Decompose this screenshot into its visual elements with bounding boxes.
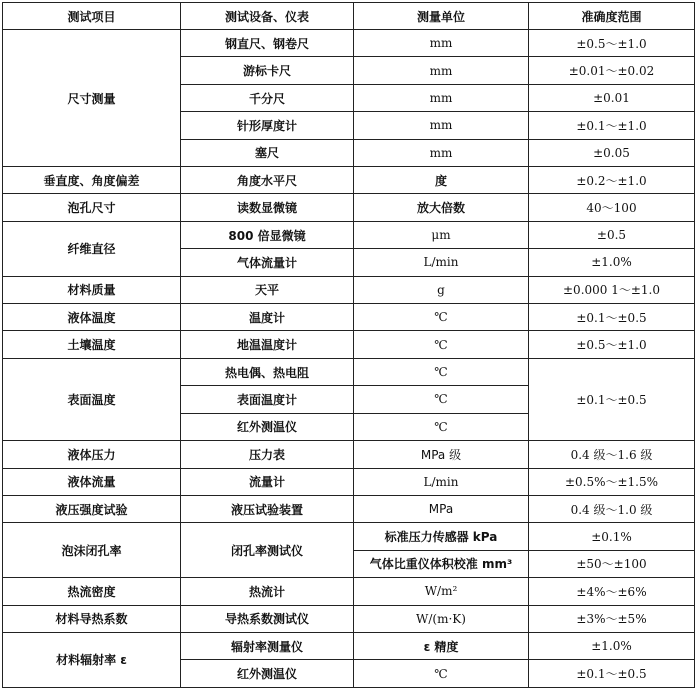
equipment-cell: 表面温度计 (181, 386, 354, 413)
equipment-cell: 辐射率测量仪 (181, 632, 354, 659)
equipment-cell: 液压试验装置 (181, 495, 354, 522)
accuracy-cell: ±0.5～±1.0 (529, 30, 695, 57)
unit-cell: ℃ (354, 358, 529, 385)
equipment-cell: 气体流量计 (181, 249, 354, 276)
test-item-cell: 表面温度 (3, 358, 181, 440)
accuracy-cell: ±0.5～±1.0 (529, 331, 695, 358)
equipment-cell: 800 倍显微镜 (181, 221, 354, 248)
table-row (3, 578, 695, 605)
header-row (3, 3, 695, 30)
equipment-cell: 流量计 (181, 468, 354, 495)
table-row (3, 304, 695, 331)
equipment-cell: 千分尺 (181, 84, 354, 111)
equipment-cell: 闭孔率测试仪 (181, 523, 354, 578)
unit-cell: MPa (354, 495, 529, 522)
unit-cell: mm (354, 30, 529, 57)
unit-cell: W/(m·K) (354, 605, 529, 632)
test-item-cell: 材料质量 (3, 276, 181, 303)
unit-cell: mm (354, 112, 529, 139)
unit-cell: 标准压力传感器 kPa (354, 523, 529, 550)
unit-cell: mm (354, 57, 529, 84)
test-item-cell: 纤维直径 (3, 221, 181, 276)
equipment-cell: 游标卡尺 (181, 57, 354, 84)
accuracy-cell: 0.4 级～1.0 级 (529, 495, 695, 522)
unit-cell: W/m² (354, 578, 529, 605)
unit-cell: 气体比重仪体积校准 mm³ (354, 550, 529, 577)
table-row (3, 605, 695, 632)
equipment-cell: 角度水平尺 (181, 167, 354, 194)
accuracy-cell: ±0.1～±0.5 (529, 660, 695, 688)
unit-cell: ε 精度 (354, 632, 529, 659)
table-row (3, 167, 695, 194)
accuracy-cell: ±50～±100 (529, 550, 695, 577)
table-row (3, 468, 695, 495)
unit-cell: ℃ (354, 413, 529, 440)
table-row (3, 632, 695, 659)
test-item-cell: 垂直度、角度偏差 (3, 167, 181, 194)
unit-cell: mm (354, 84, 529, 111)
accuracy-cell: ±0.05 (529, 139, 695, 166)
table-row (3, 331, 695, 358)
unit-cell: ℃ (354, 386, 529, 413)
header-accuracy: 准确度范围 (529, 3, 695, 30)
table-row (3, 358, 695, 385)
test-item-cell: 液体流量 (3, 468, 181, 495)
unit-cell: μm (354, 221, 529, 248)
accuracy-cell: ±0.5%～±1.5% (529, 468, 695, 495)
unit-cell: L/min (354, 468, 529, 495)
accuracy-cell: ±0.01～±0.02 (529, 57, 695, 84)
header-test-item: 测试项目 (3, 3, 181, 30)
accuracy-cell: ±0.1% (529, 523, 695, 550)
accuracy-cell: ±0.000 1～±1.0 (529, 276, 695, 303)
accuracy-cell: ±1.0% (529, 249, 695, 276)
table-row (3, 523, 695, 550)
equipment-cell: 读数显微镜 (181, 194, 354, 221)
accuracy-cell: ±4%～±6% (529, 578, 695, 605)
measurement-table (2, 2, 695, 688)
equipment-cell: 天平 (181, 276, 354, 303)
header-unit: 测量单位 (354, 3, 529, 30)
test-item-cell: 液体压力 (3, 441, 181, 468)
equipment-cell: 热流计 (181, 578, 354, 605)
accuracy-cell: ±3%～±5% (529, 605, 695, 632)
accuracy-cell: ±0.01 (529, 84, 695, 111)
test-item-cell: 液体温度 (3, 304, 181, 331)
table-row (3, 221, 695, 248)
unit-cell: ℃ (354, 304, 529, 331)
equipment-cell: 地温温度计 (181, 331, 354, 358)
unit-cell: MPa 级 (354, 441, 529, 468)
test-item-cell: 泡孔尺寸 (3, 194, 181, 221)
equipment-cell: 红外测温仪 (181, 660, 354, 688)
test-item-cell: 材料辐射率 ε (3, 632, 181, 687)
unit-cell: ℃ (354, 660, 529, 688)
table-row (3, 495, 695, 522)
equipment-cell: 塞尺 (181, 139, 354, 166)
table-row (3, 441, 695, 468)
accuracy-cell: ±1.0% (529, 632, 695, 659)
accuracy-cell: ±0.2～±1.0 (529, 167, 695, 194)
accuracy-cell: ±0.1～±0.5 (529, 358, 695, 440)
unit-cell: mm (354, 139, 529, 166)
test-item-cell: 热流密度 (3, 578, 181, 605)
unit-cell: 放大倍数 (354, 194, 529, 221)
equipment-cell: 红外测温仪 (181, 413, 354, 440)
test-item-cell: 材料导热系数 (3, 605, 181, 632)
test-item-cell: 尺寸测量 (3, 30, 181, 167)
accuracy-cell: 40～100 (529, 194, 695, 221)
table-row (3, 30, 695, 57)
table-row (3, 194, 695, 221)
test-item-cell: 土壤温度 (3, 331, 181, 358)
unit-cell: g (354, 276, 529, 303)
equipment-cell: 导热系数测试仪 (181, 605, 354, 632)
accuracy-cell: ±0.1～±0.5 (529, 304, 695, 331)
accuracy-cell: 0.4 级～1.6 级 (529, 441, 695, 468)
equipment-cell: 钢直尺、钢卷尺 (181, 30, 354, 57)
equipment-cell: 针形厚度计 (181, 112, 354, 139)
test-item-cell: 泡沫闭孔率 (3, 523, 181, 578)
unit-cell: 度 (354, 167, 529, 194)
unit-cell: ℃ (354, 331, 529, 358)
table-row (3, 276, 695, 303)
test-item-cell: 液压强度试验 (3, 495, 181, 522)
equipment-cell: 热电偶、热电阻 (181, 358, 354, 385)
accuracy-cell: ±0.1～±1.0 (529, 112, 695, 139)
equipment-cell: 温度计 (181, 304, 354, 331)
accuracy-cell: ±0.5 (529, 221, 695, 248)
unit-cell: L/min (354, 249, 529, 276)
header-equipment: 测试设备、仪表 (181, 3, 354, 30)
equipment-cell: 压力表 (181, 441, 354, 468)
